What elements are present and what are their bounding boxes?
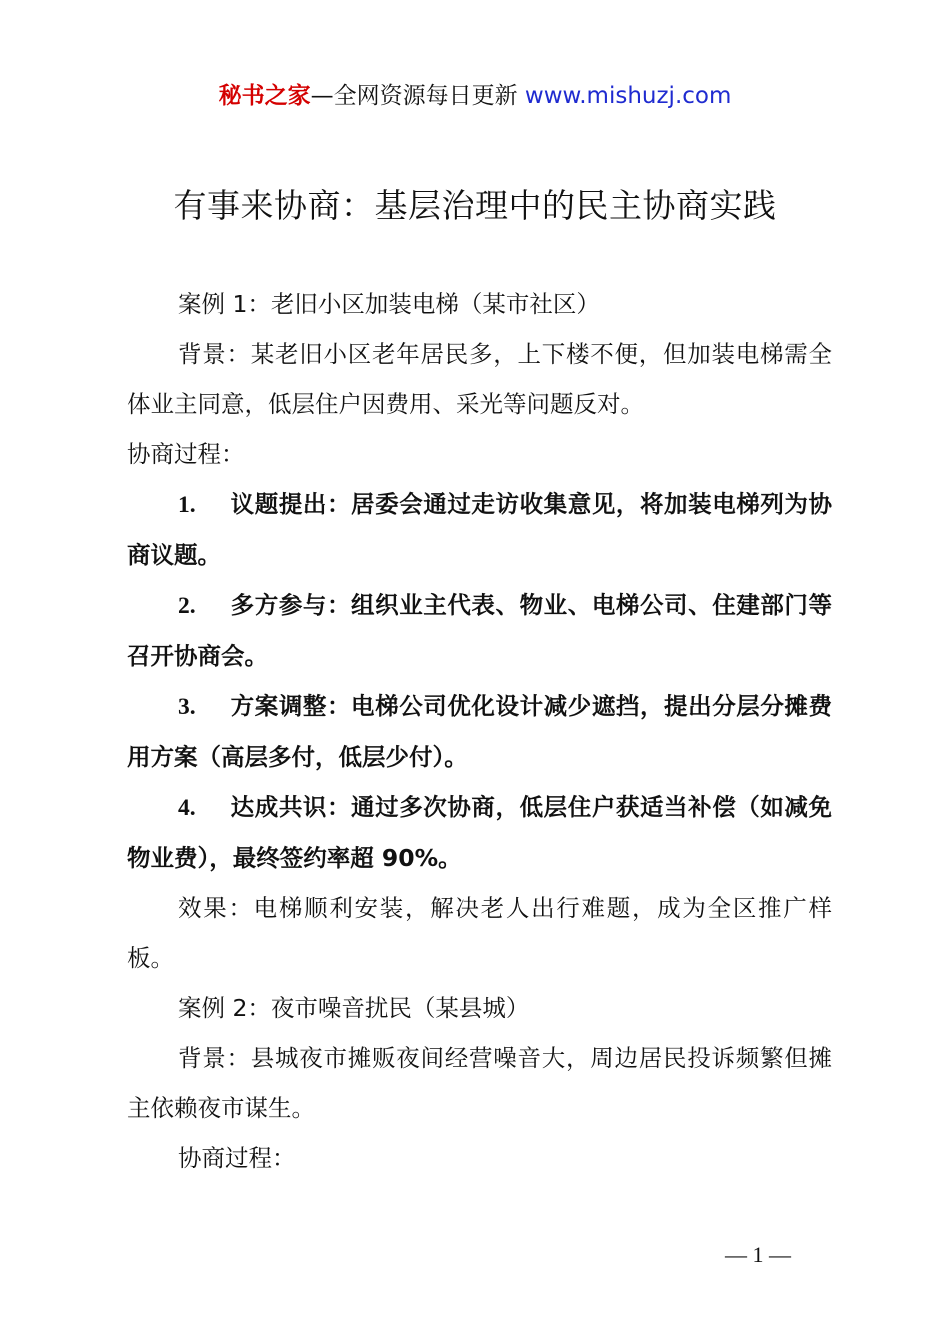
step-number: 4. — [178, 795, 196, 821]
process-label: 协商过程： — [127, 440, 245, 468]
header-tagline: —全网资源每日更新 — [310, 83, 525, 109]
step-number: 3. — [178, 694, 196, 720]
step-item — [127, 681, 832, 782]
document-title: 有事来协商：基层治理中的民主协商实践 — [173, 186, 777, 225]
case1-effect: 效果：电梯顺利安装，解决老人出行难题，成为全区推广样板。 — [127, 894, 832, 972]
process-label: 协商过程： — [178, 1144, 296, 1172]
site-url-link[interactable]: www.mishuzj.com — [524, 83, 732, 109]
page-number: — 1 — — [725, 1242, 791, 1267]
case2-background: 背景：县城夜市摊贩夜间经营噪音大，周边居民投诉频繁但摊主依赖夜市谋生。 — [127, 1044, 832, 1122]
step-text: 多方参与：组织业主代表、物业、电梯公司、住建部门等召开协商会。 — [127, 591, 833, 670]
step-item — [127, 479, 832, 580]
step-number: 1. — [178, 492, 196, 518]
case1-title: 案例 1：老旧小区加装电梯（某市社区） — [178, 290, 600, 318]
step-text: 方案调整：电梯公司优化设计减少遮挡，提出分层分摊费用方案（高层多付，低层少付）。 — [127, 692, 833, 771]
step-item — [127, 782, 832, 883]
case2-title: 案例 2：夜市噪音扰民（某县城） — [178, 994, 530, 1022]
step-text: 议题提出：居委会通过走访收集意见，将加装电梯列为协商议题。 — [127, 490, 833, 569]
case1-background: 背景：某老旧小区老年居民多，上下楼不便，但加装电梯需全体业主同意，低层住户因费用、采光等问题反对。 — [127, 340, 832, 418]
document-body — [127, 279, 832, 1183]
step-item — [127, 580, 832, 681]
brand-name: 秘书之家 — [218, 83, 311, 109]
step-text: 达成共识：通过多次协商，低层住户获适当补偿（如减免物业费），最终签约率超 90%。 — [127, 793, 833, 872]
step-number: 2. — [178, 593, 196, 619]
site-header — [0, 80, 950, 112]
